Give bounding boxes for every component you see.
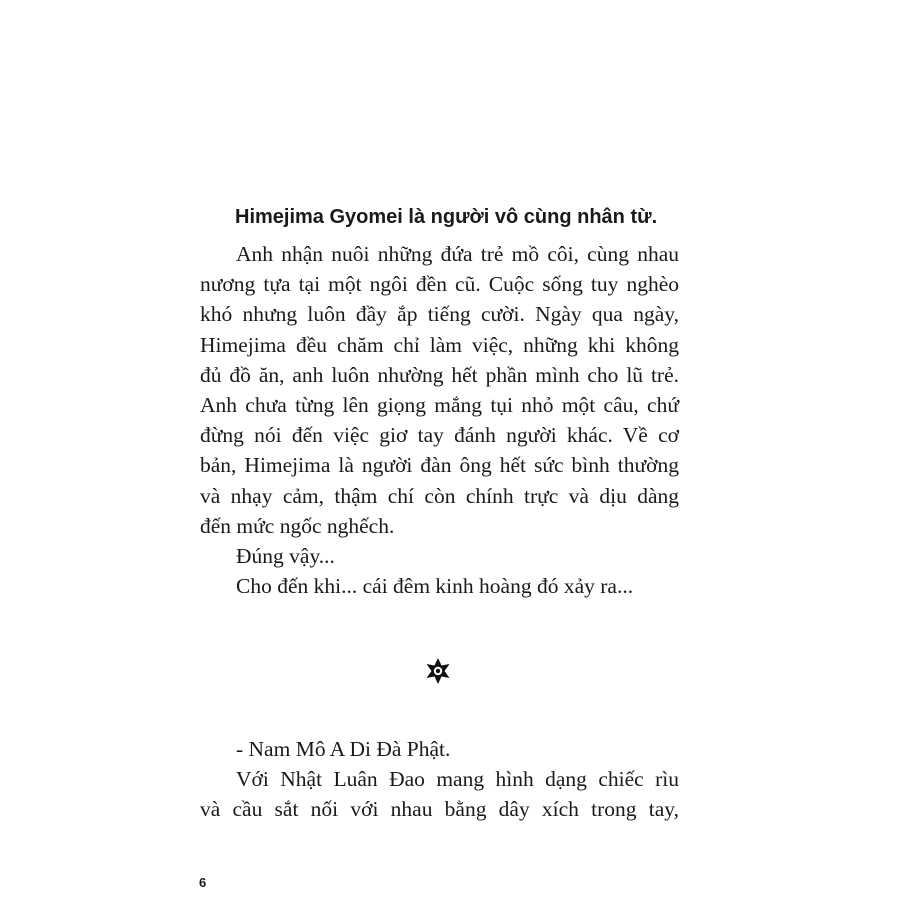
text-line: nương tựa tại một ngôi đền cũ. Cuộc sống tuy nghèo — [200, 272, 679, 297]
text-line: Anh nhận nuôi những đứa trẻ mồ côi, cùng nhau — [236, 242, 679, 266]
text-line-cho-den-khi: Cho đến khi... cái đêm kinh hoàng đó xảy ra... — [236, 574, 634, 599]
text-line: đừng nói đến việc giơ tay đánh người khác. Về cơ — [200, 423, 679, 448]
page-heading: Himejima Gyomei là người vô cùng nhân từ. — [235, 206, 658, 228]
flower-ornament-icon — [424, 657, 452, 685]
text-line: Với Nhật Luân Đao mang hình dạng chiếc rìu — [236, 767, 679, 792]
text-line: và cầu sắt nối với nhau bằng dây xích trong tay, — [200, 797, 679, 822]
text-line: khó nhưng luôn đầy ắp tiếng cười. Ngày qua ngày, — [200, 302, 679, 327]
text-line: Anh chưa từng lên giọng mắng tụi nhỏ một câu, chứ — [200, 392, 679, 417]
text-line: Himejima đều chăm chỉ làm việc, những khi không — [200, 332, 679, 357]
text-line-dung-vay: Đúng vậy... — [236, 543, 335, 568]
text-line: đủ đồ ăn, anh luôn nhường hết phần mình cho lũ trẻ. — [200, 362, 679, 387]
paragraph-2 — [200, 734, 679, 825]
page-number: 6 — [199, 875, 207, 890]
quote-line: - Nam Mô A Di Đà Phật. — [236, 737, 451, 761]
text-line: và nhạy cảm, thậm chí còn chính trực và dịu dàng — [200, 483, 679, 508]
text-line: đến mức ngốc nghếch. — [200, 513, 395, 538]
text-line: bản, Himejima là người đàn ông hết sức bình thường — [200, 453, 679, 478]
paragraph-1 — [200, 239, 679, 601]
